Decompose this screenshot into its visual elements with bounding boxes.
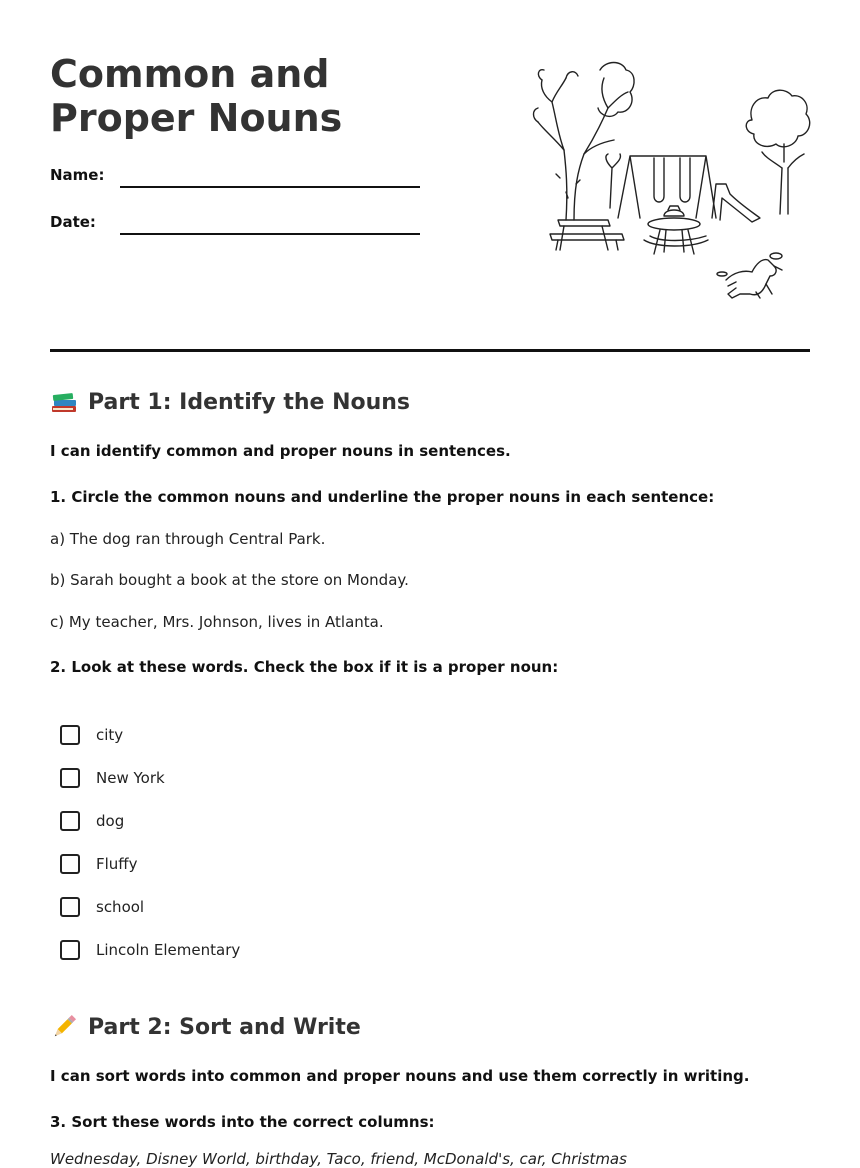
name-input-line[interactable] [120,186,420,188]
part1-title: Part 1: Identify the Nouns [88,389,411,415]
q3-word-bank: Wednesday, Disney World, birthday, Taco, friend, McDonald's, car, Christmas [50,1150,627,1168]
slide-icon [712,184,760,222]
books-icon [50,388,78,416]
part2-heading [50,1013,361,1041]
q1-sentence-c[interactable]: c) My teacher, Mrs. Johnson, lives in Atlanta. [50,613,384,631]
checklist-item [60,937,240,963]
pencil-icon [50,1013,78,1041]
checklist-word: Fluffy [96,855,138,873]
q3-prompt: 3. Sort these words into the correct columns: [50,1113,435,1131]
date-input-line[interactable] [120,233,420,235]
checklist-item [60,722,123,748]
part2-objective: I can sort words into common and proper nouns and use them correctly in writing. [50,1067,750,1085]
part1-heading [50,388,410,416]
proper-noun-checkbox[interactable] [60,897,80,917]
puddle-icon [717,272,727,276]
part2-title: Part 2: Sort and Write [88,1014,361,1040]
tree-left-icon [534,63,635,221]
picnic-bench-icon [550,220,624,250]
proper-noun-checkbox[interactable] [60,811,80,831]
q1-sentence-b[interactable]: b) Sarah bought a book at the store on Monday. [50,571,409,589]
header-divider [50,349,810,352]
checklist-item [60,851,138,877]
dog-icon [726,260,782,298]
q2-prompt: 2. Look at these words. Check the box if it is a proper noun: [50,658,559,676]
checklist-word: Lincoln Elementary [96,941,241,959]
proper-noun-checkbox[interactable] [60,725,80,745]
date-label: Date: [50,213,96,231]
frisbee-icon [770,253,782,259]
playground-illustration [530,58,815,303]
picnic-table-icon [644,206,708,254]
q1-sentence-a[interactable]: a) The dog ran through Central Park. [50,530,326,548]
checklist-word: New York [96,769,165,787]
checklist-item [60,808,124,834]
q1-prompt: 1. Circle the common nouns and underline the proper nouns in each sentence: [50,488,715,506]
name-label: Name: [50,166,105,184]
sapling-icon [606,154,621,208]
checklist-word: school [96,898,145,916]
checklist-item [60,894,144,920]
page-title: Common and Proper Nouns [50,52,343,140]
proper-noun-checkbox[interactable] [60,854,80,874]
checklist-word: city [96,726,124,744]
checklist-item [60,765,165,791]
tree-right-icon [746,90,809,214]
part1-objective: I can identify common and proper nouns in sentences. [50,442,511,460]
proper-noun-checkbox[interactable] [60,768,80,788]
proper-noun-checkbox[interactable] [60,940,80,960]
checklist-word: dog [96,812,125,830]
swing-set-icon [618,156,716,218]
